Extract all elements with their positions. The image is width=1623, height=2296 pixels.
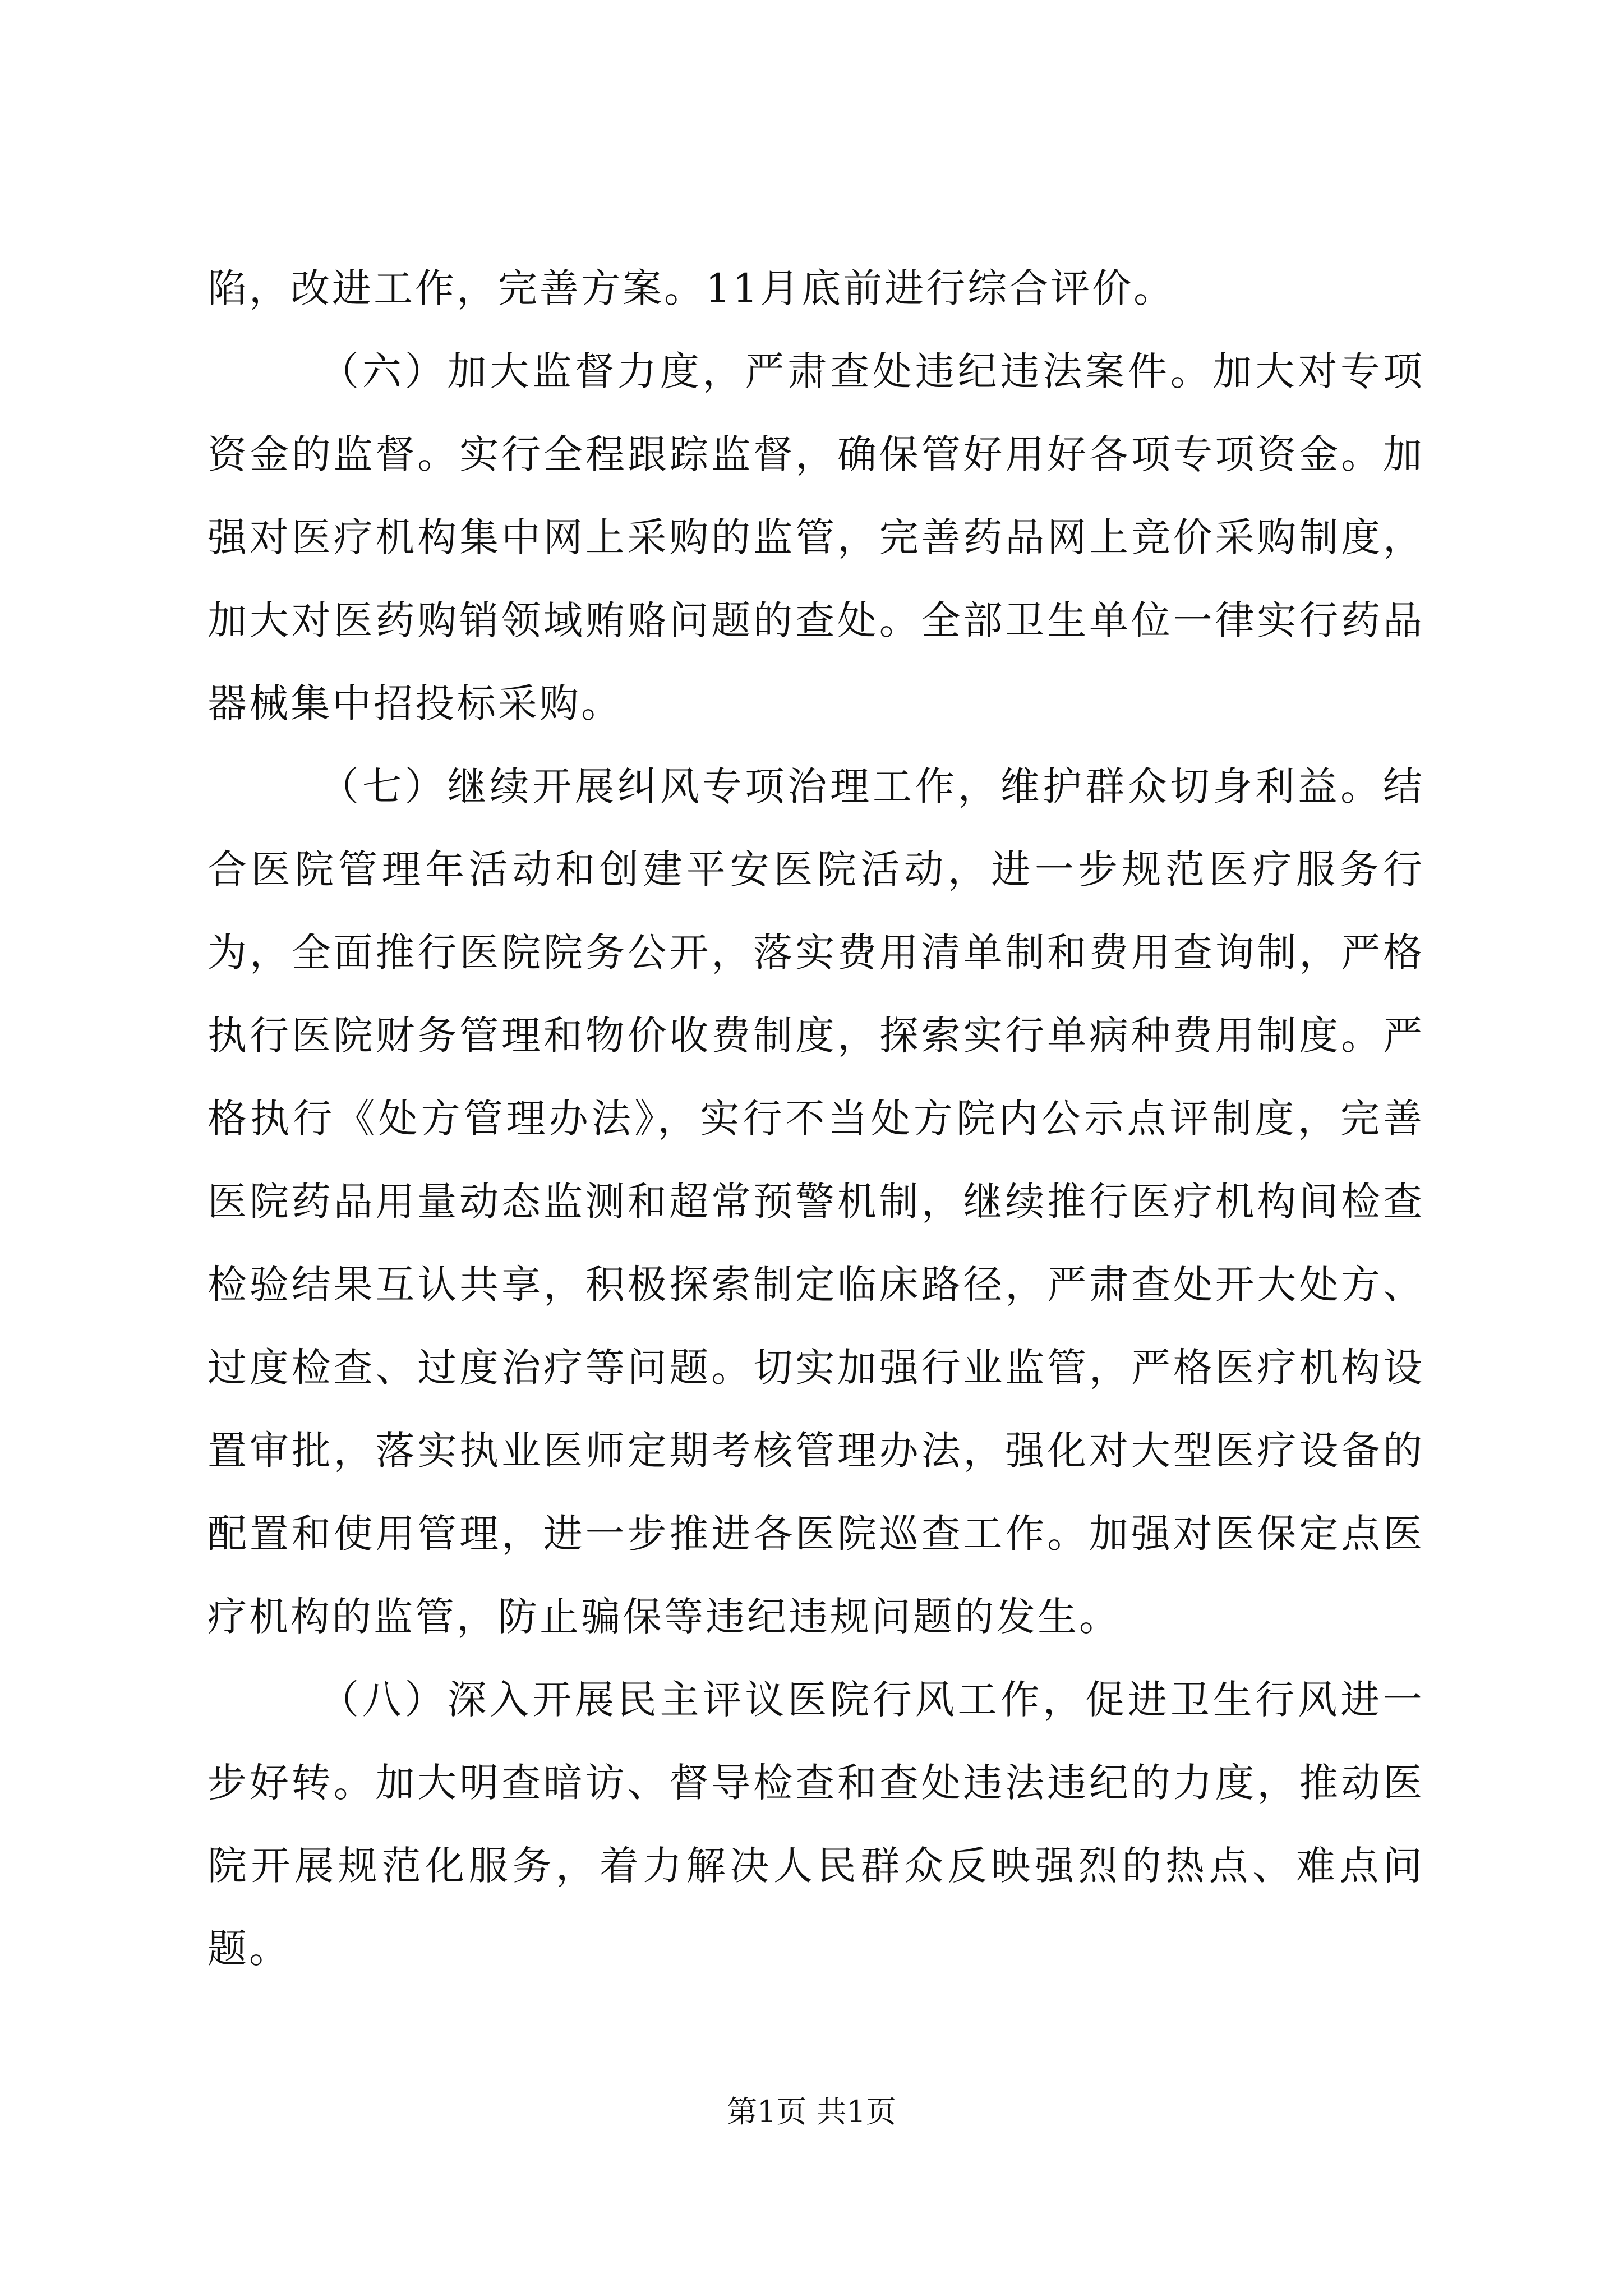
page-footer: 第1页 共1页 — [727, 2094, 896, 2129]
paragraph-section-6: （六）加大监督力度，严肃查处违纪违法案件。加大对专项资金的监督。实行全程跟踪监督，确保管好用好各项专项资金。加强对医疗机构集中网上采购的监管，完善药品网上竞价采购制度，加大对医药购销领域贿赂问题的查处。全部卫生单位一律实行药品器械集中招投标采购。 — [208, 348, 1424, 726]
document-body — [208, 247, 1424, 1990]
paragraph-continuation: 陷，改进工作，完善方案。11月底前进行综合评价。 — [208, 265, 1175, 311]
paragraph-section-7: （七）继续开展纠风专项治理工作，维护群众切身利益。结合医院管理年活动和创建平安医院活动，进一步规范医疗服务行为，全面推行医院院务公开，落实费用清单制和费用查询制，严格执行医院财务管理和物价收费制度，探索实行单病种费用制度。严格执行《处方管理办法》，实行不当处方院内公示点评制度，完善医院药品用量动态监测和超常预警机制，继续推行医疗机构间检查检验结果互认共享，积极探索制定临床路径，严肃查处开大处方、过度检查、过度治疗等问题。切实加强行业监管，严格医疗机构设置审批，落实执业医师定期考核管理办法，强化对大型医疗设备的配置和使用管理，进一步推进各医院巡查工作。加强对医保定点医疗机构的监管，防止骗保等违纪违规问题的发生。 — [208, 763, 1424, 1640]
paragraph-section-8: （八）深入开展民主评议医院行风工作，促进卫生行风进一步好转。加大明查暗访、督导检查和查处违法违纪的力度，推动医院开展规范化服务，着力解决人民群众反映强烈的热点、难点问题。 — [208, 1677, 1424, 1972]
